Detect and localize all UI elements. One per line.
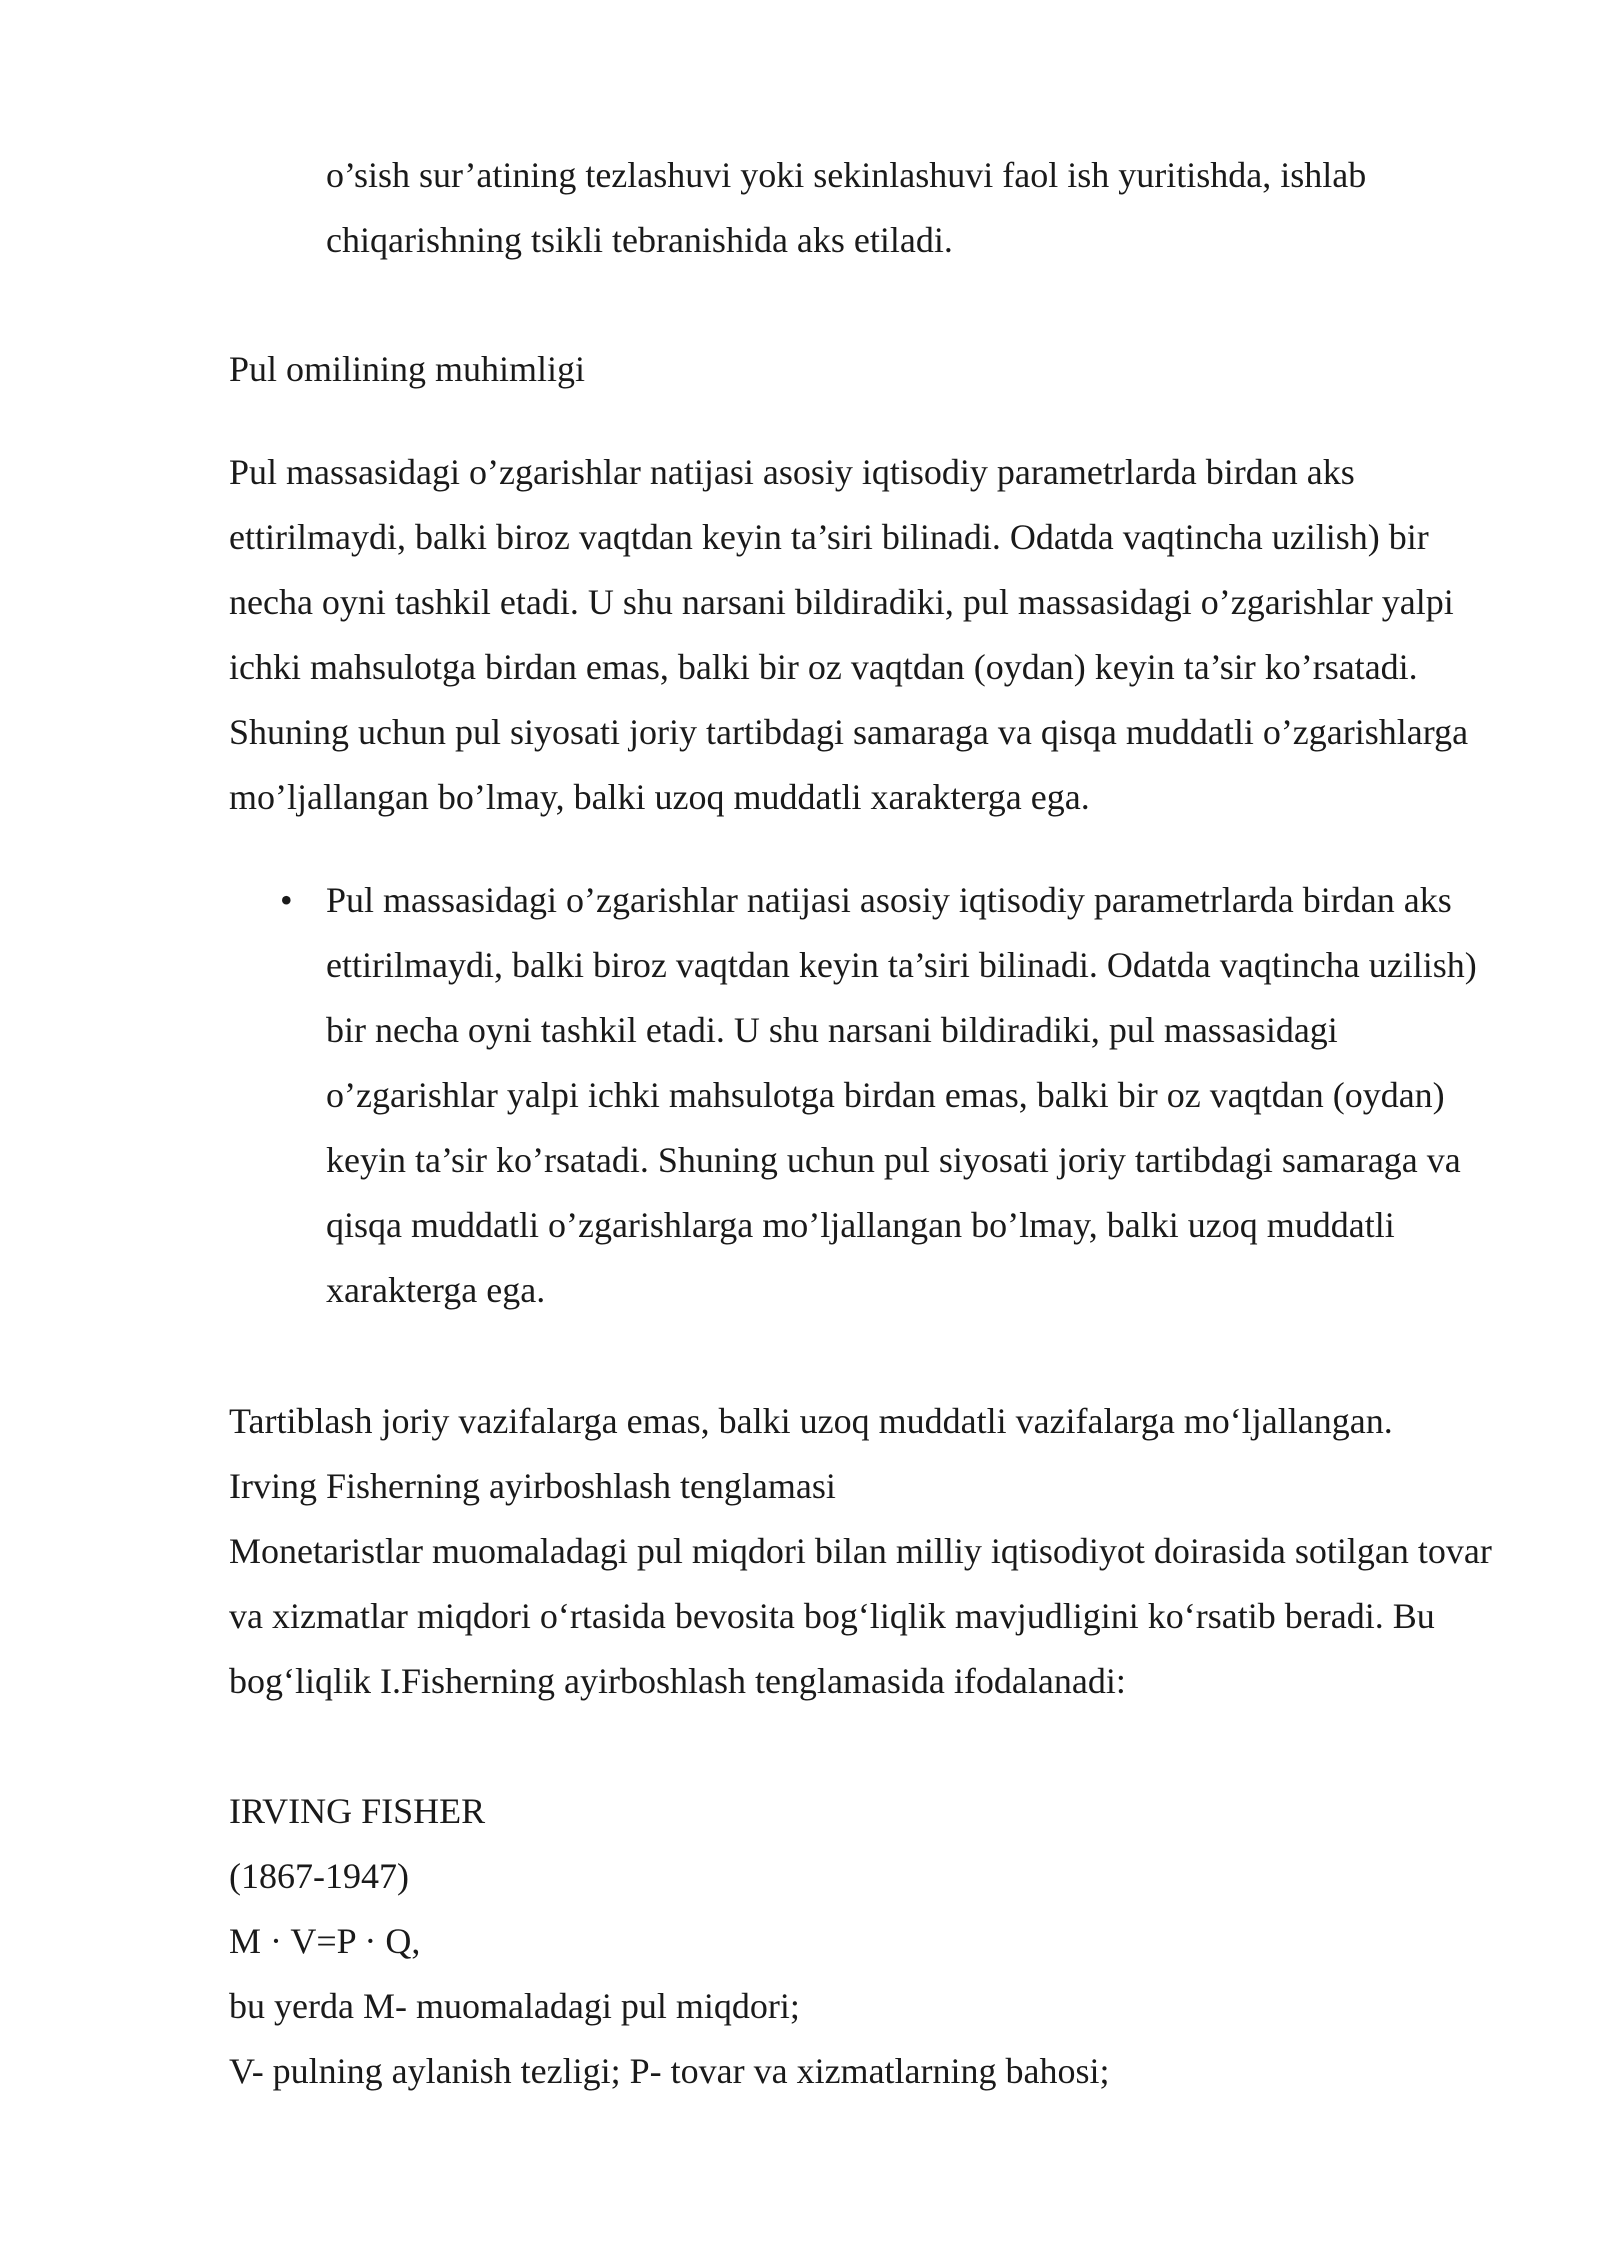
bullet-item-text: Pul massasidagi o’zgarishlar natijasi asosiy iqtisodiy parametrlarda birdan aks ettirilmaydi, balki biroz vaqtdan keyin ta’siri bilinadi. Odatda vaqtincha uzilish) bir necha oyni tashkil etadi. U shu narsani bildiradiki, pul massasidagi o’zgarishlar yalpi ichki mahsulotga birdan emas, balki bir oz vaqtdan (oydan) keyin ta’sir ko’rsatadi. Shuning uchun pul siyosati joriy tartibdagi samaraga va qisqa muddatli o’zgarishlarga mo’ljallangan bo’lmay, balki uzoq muddatli xarakterga ega. bbox=[326, 880, 1477, 1310]
section-heading-fisher-equation: Irving Fisherning ayirboshlash tenglamasi bbox=[229, 1466, 836, 1506]
bullet-marker: • bbox=[280, 880, 293, 920]
paragraph-monetarists: Monetaristlar muomaladagi pul miqdori bilan milliy iqtisodiyot doirasida sotilgan tovar va xizmatlar miqdori o‘rtasida bevosita bog‘liqlik mavjudligini ko‘rsatib beradi. Bu bog‘liqlik I.Fisherning ayirboshlash tenglamasida ifodalanadi: bbox=[229, 1531, 1492, 1701]
bullet-item bbox=[229, 868, 1499, 1323]
bullet-list bbox=[229, 868, 1499, 1323]
author-name: IRVING FISHER bbox=[229, 1791, 486, 1831]
paragraph-money-mass: Pul massasidagi o’zgarishlar natijasi asosiy iqtisodiy parametrlarda birdan aks ettirilmaydi, balki biroz vaqtdan keyin ta’siri bilinadi. Odatda vaqtincha uzilish) bir necha oyni tashkil etadi. U shu narsani bildiradiki, pul massasidagi o’zgarishlar yalpi ichki mahsulotga birdan emas, balki bir oz vaqtdan (oydan) keyin ta’sir ko’rsatadi. Shuning uchun pul siyosati joriy tartibdagi samaraga va qisqa muddatli o’zgarishlarga mo’ljallangan bo’lmay, balki uzoq muddatli xarakterga ega. bbox=[229, 452, 1469, 817]
fisher-formula: M · V=P · Q, bbox=[229, 1921, 421, 1961]
definition-m: bu yerda M- muomaladagi pul miqdori; bbox=[229, 1986, 800, 2026]
definition-v-p: V- pulning aylanish tezligi; P- tovar va xizmatlarning bahosi; bbox=[229, 2051, 1110, 2091]
regulation-line: Tartiblash joriy vazifalarga emas, balki uzoq muddatli vazifalarga mo‘ljallangan. bbox=[229, 1401, 1393, 1441]
author-years: (1867-1947) bbox=[229, 1856, 409, 1896]
continuation-text: o’sish sur’atining tezlashuvi yoki sekinlashuvi faol ish yuritishda, ishlab chiqarishning tsikli tebranishida aks etiladi. bbox=[326, 155, 1367, 260]
section-heading-money-factor: Pul omilining muhimligi bbox=[229, 349, 586, 389]
